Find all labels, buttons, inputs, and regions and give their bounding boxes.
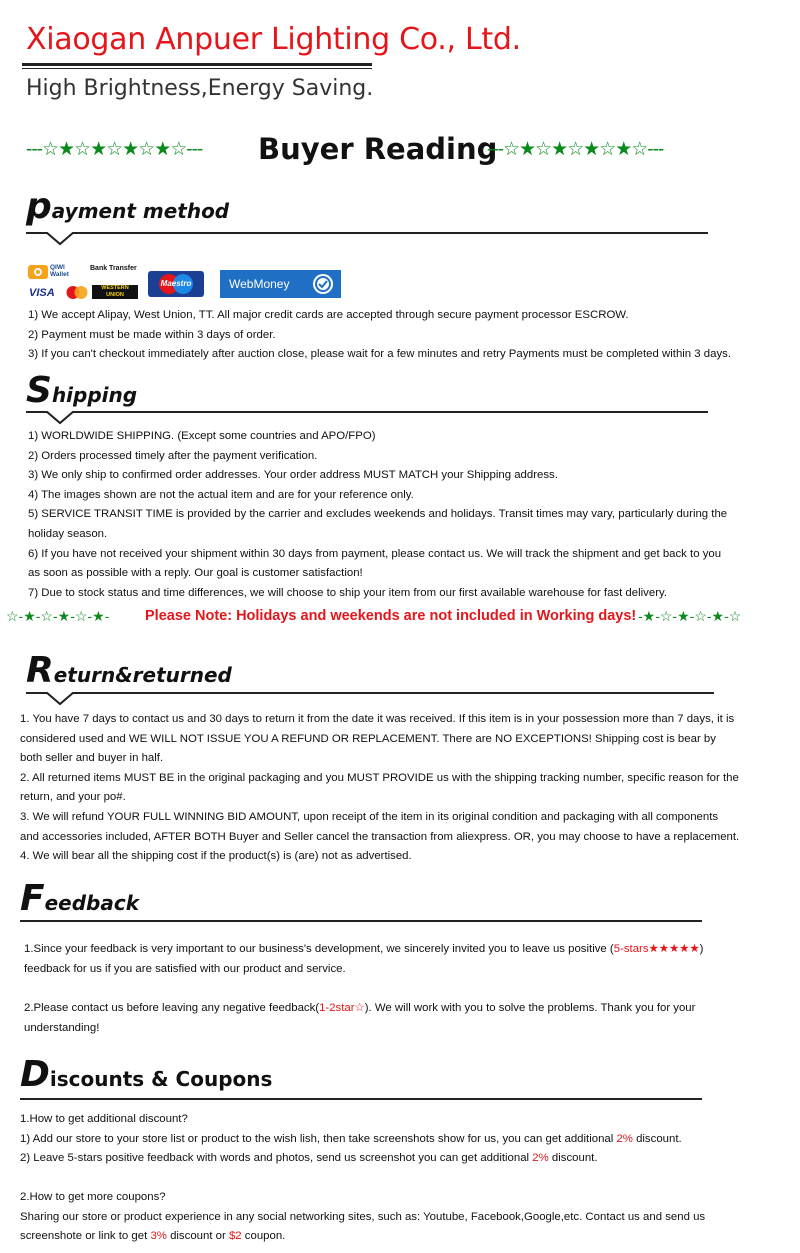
discounts-block — [20, 1110, 720, 1169]
note-text: Please Note: Holidays and weekends are not included in Working days! — [145, 608, 637, 624]
feedback-text: 2.Please contact us before leaving any negative feedback( — [24, 1002, 320, 1014]
payment-divider-notch — [46, 232, 76, 246]
discount-line: discount. — [632, 1132, 682, 1145]
company-name: Xiaogan Anpuer Lighting Co., Ltd. — [26, 22, 521, 57]
webmoney-logo — [220, 270, 341, 298]
tagline: High Brightness,Energy Saving. — [26, 76, 374, 101]
discount-line: 1) Add our store to your store list or product to the wish lish, then take screenshots show for us, you can get additional — [20, 1132, 617, 1145]
shipping-title-cap: S — [26, 370, 52, 411]
shipping-item: 2) Orders processed timely after the payment verification. — [28, 449, 318, 462]
feedback-divider — [20, 920, 702, 922]
shipping-item: 3) We only ship to confirmed order addresses. Your order address MUST MATCH your Shipping address. — [28, 469, 558, 482]
webmoney-logo-text: WebMoney — [229, 277, 290, 291]
returns-item: 1. You have 7 days to contact us and 30 days to return it from the date it was received. If this item is in your possession more than 7 days, it is considered used and WE WILL NOT ISSUE YOU A REFUND OR REPLACEMENT. There are NO EXCEPTIONS! Shipping cost is bear by both seller and buyer in half. — [20, 713, 735, 765]
section-title-returns — [26, 650, 232, 691]
discount-line: discount. — [548, 1152, 598, 1165]
note-stars-left: ☆-★-☆-★-☆-★- — [6, 608, 110, 624]
maestro-logo — [148, 271, 204, 297]
feedback-para-1 — [24, 940, 714, 979]
banner-title: Buyer Reading — [258, 132, 498, 166]
payment-item: 3) If you can't checkout immediately after auction close, please wait for a few minutes and retry Payments must be completed within 3 days. — [28, 348, 732, 361]
returns-title-cap: R — [26, 650, 54, 691]
shipping-title-rest: hipping — [51, 383, 138, 407]
banner-stars-right: ---☆★☆★☆★☆★☆--- — [487, 139, 664, 160]
returns-list — [20, 710, 740, 867]
discounts-divider — [20, 1098, 702, 1100]
shipping-item: 7) Due to stock status and time differences, we will choose to ship your item from our first available warehouse for fast delivery. — [28, 586, 668, 599]
returns-divider — [26, 692, 714, 694]
qiwi-logo-text: QIWI Wallet — [50, 264, 69, 278]
shipping-item: 6) If you have not received your shipment within 30 days from payment, please contact us. We will track the shipment and get back to you as soon as possible with a reply. Our goal is customer satisfaction! — [28, 547, 722, 580]
coupon-line: Sharing our store or product experience in any social networking sites, such as: Youtube, Facebook,Google,etc. Contact us and send us screenshote or link to get — [20, 1210, 706, 1243]
shipping-list — [28, 427, 733, 603]
visa-logo: VISA — [29, 287, 55, 299]
returns-divider-notch — [46, 692, 76, 706]
coupons-block — [20, 1188, 720, 1247]
section-title-feedback — [20, 878, 139, 919]
bank-transfer-logo: Bank Transfer — [90, 265, 137, 272]
maestro-logo-text: Maestro — [160, 279, 192, 288]
discount-percent: 2% — [532, 1152, 549, 1165]
section-title-discounts — [20, 1054, 272, 1095]
coupon-line: discount or — [166, 1230, 229, 1243]
returns-item: 4. We will bear all the shipping cost if the product(s) is (are) not as advertised. — [20, 850, 412, 863]
payment-title-cap: p — [26, 186, 52, 227]
returns-item: 3. We will refund YOUR FULL WINNING BID AMOUNT, upon receipt of the item in its original condition and packaging with all components and accessories included, AFTER BOTH Buyer and Seller cancel the transaction from aliexpress. OR, you may choose to have a replacement. — [20, 810, 740, 843]
returns-item: 2. All returned items MUST BE in the original packaging and you MUST PROVIDE us with the shipping tracking number, specific reason for the return, and your po#. — [20, 771, 739, 804]
discount-line: 2) Leave 5-stars positive feedback with words and photos, send us screenshot you can get additional — [20, 1152, 533, 1165]
coupon-line: coupon. — [241, 1230, 286, 1243]
shipping-item: 1) WORLDWIDE SHIPPING. (Except some countries and APO/FPO) — [28, 430, 376, 442]
feedback-title-rest: eedback — [44, 891, 140, 915]
coupon-question: 2.How to get more coupons? — [20, 1191, 166, 1203]
header-divider-thin — [22, 68, 372, 69]
one-two-star-text: 1-2star☆ — [319, 1002, 365, 1014]
shipping-divider — [26, 411, 708, 413]
feedback-para-2 — [24, 999, 714, 1038]
coupon-percent: 3% — [150, 1230, 167, 1243]
shipping-divider-notch — [46, 411, 76, 425]
discount-percent: 2% — [616, 1132, 633, 1145]
western-union-logo: WESTERN UNION — [92, 285, 138, 299]
coupon-amount: $2 — [228, 1230, 242, 1243]
shipping-item: 4) The images shown are not the actual item and are for your reference only. — [28, 488, 414, 501]
holiday-note — [0, 606, 800, 628]
payment-list — [28, 306, 768, 365]
section-title-shipping — [26, 370, 137, 411]
note-stars-right: -★-☆-★-☆-★-☆ — [638, 608, 742, 624]
feedback-text: 1.Since your feedback is very important to our business's development, we sincerely invited you to leave us positive ( — [24, 943, 614, 955]
mastercard-logo — [64, 285, 90, 300]
payment-title-rest: ayment method — [51, 199, 230, 223]
discounts-title-rest: iscounts & Coupons — [49, 1067, 273, 1091]
payment-item: 1) We accept Alipay, West Union, TT. All major credit cards are accepted through secure payment processor ESCROW. — [28, 309, 629, 321]
returns-title-rest: eturn&returned — [53, 663, 232, 687]
qiwi-logo — [27, 264, 85, 281]
section-title-payment — [26, 186, 229, 227]
five-stars-text: 5-stars★★★★★ — [613, 943, 700, 955]
feedback-text: ). We will work with you to solve the problems. Thank you for your understanding! — [24, 1002, 696, 1034]
header-divider — [22, 63, 372, 66]
feedback-title-cap: F — [20, 878, 45, 919]
discounts-title-cap: D — [20, 1054, 50, 1095]
discount-question: 1.How to get additional discount? — [20, 1113, 188, 1125]
shipping-item: 5) SERVICE TRANSIT TIME is provided by the carrier and excludes weekends and holidays. Transit times may vary, particularly during the holiday season. — [28, 508, 728, 540]
banner-stars-left: ---☆★☆★☆★☆★☆--- — [26, 139, 203, 160]
payment-divider — [26, 232, 708, 234]
buyer-reading-banner — [0, 130, 800, 170]
payment-item: 2) Payment must be made within 3 days of order. — [28, 328, 276, 341]
feedback-text: ) feedback for us if you are satisfied with our product and service. — [24, 943, 704, 975]
